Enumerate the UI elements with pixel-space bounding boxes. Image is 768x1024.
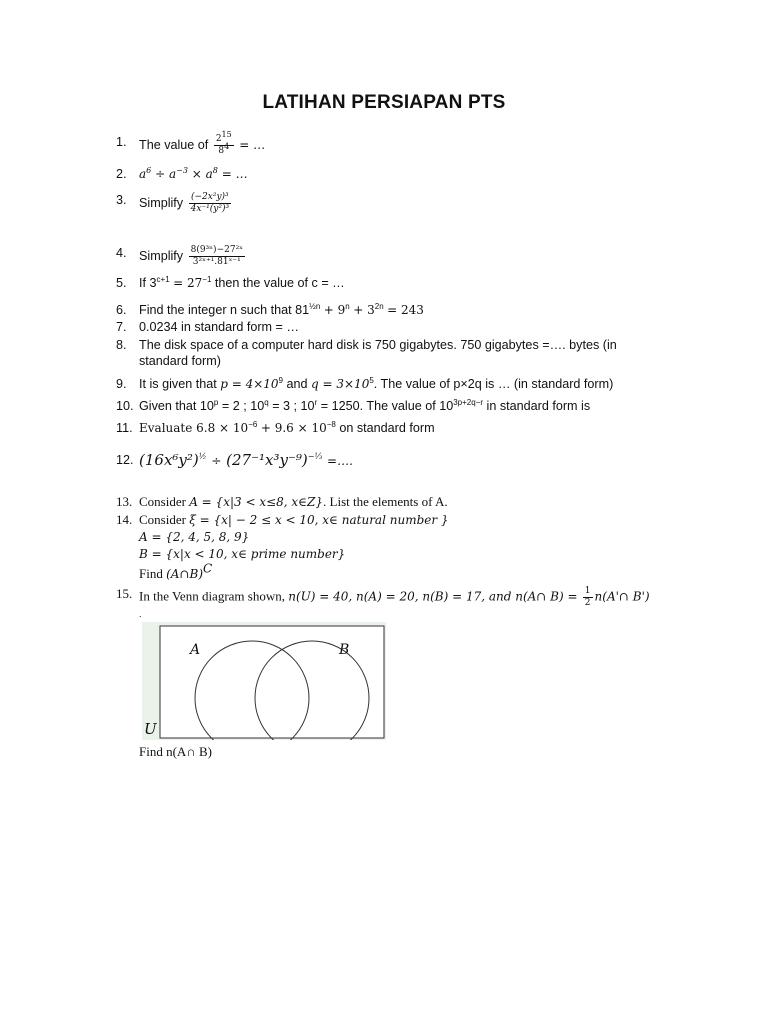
- question-number: 5.: [116, 276, 127, 290]
- stray-dot: .: [139, 609, 142, 619]
- question-text: Simplify: [139, 195, 184, 210]
- set-b: B = {x|x < 10, x∈ prime number}: [139, 547, 346, 561]
- equals-ellipsis: = …: [239, 137, 266, 152]
- fraction: $\frac{2^{15}}{8^4}$: [215, 130, 232, 156]
- question-6: 6. Find the integer n such that $81^{\frac{1}{2}n} + 9^n + 3^{2n} = 243$: [116, 301, 424, 317]
- question-number: 11.: [116, 421, 133, 435]
- question-8: [116, 337, 676, 368]
- question-number: 12.: [116, 453, 134, 467]
- question-10: 10. Given that 10$^p$ = 2 ; 10$^q$ = 3 ; 10$^r$ = 1250. The value of $10^{3p+2q-r}$ in standard form is: [116, 397, 591, 413]
- question-5: 5. If $3^{c+1} = 27^{-1}$ then the value of c = …: [116, 274, 345, 290]
- question-text: The value of: [139, 137, 209, 152]
- fraction-half: $\frac{1}{2}$: [584, 586, 591, 608]
- question-11: 11. Evaluate $6.8 \times 10^{-6} + 9.6 \times 10^{-8}$ on standard form: [116, 419, 435, 435]
- question-3: [116, 192, 676, 214]
- question-number: 9.: [116, 377, 127, 391]
- question-text: Simplify: [139, 248, 184, 263]
- question-number: 1.: [116, 135, 127, 149]
- venn-label-u: U: [144, 720, 157, 738]
- math-expression: $(16x^6y^2)^{\frac{1}{2}} \div (27^{-1}x^3y^{-9})^{-\frac{1}{3}}$ =….: [139, 451, 353, 469]
- fraction: $\frac{\text{8(9³ⁿ)−27²ˣ}}{\text{3²ˣ⁺¹.81ˣ⁻¹}}$: [190, 245, 243, 267]
- question-9: 9. It is given that $p = 4\times 10^9$ and $q = 3\times 10^5$. The value of p×2q is … (in standard form): [116, 375, 614, 391]
- question-13: 13. Consider A = {x|3 < x≤8, x∈Z}. List the elements of A.: [116, 494, 448, 509]
- math-expression: $a^6 \div a^{-3} \times a^8$ = …: [139, 166, 248, 181]
- question-number: 3.: [116, 193, 127, 207]
- set-a: A = {2, 4, 5, 8, 9}: [139, 530, 250, 544]
- question-15: 15. In the Venn diagram shown, n(U) = 40, n(A) = 20, n(B) = 17, and n(A∩ B) = $\frac{1}{2}$ n(A'∩ B'): [116, 586, 650, 608]
- fraction: $\frac{\text{(−2x²y)³}}{\text{4x⁻¹(y²)³}}$: [190, 192, 230, 214]
- question-12: [116, 452, 676, 468]
- question-text: The disk space of a computer hard disk is 750 gigabytes. 750 gigabytes =…. bytes (in standard form): [139, 338, 617, 368]
- venn-diagram: [142, 622, 386, 740]
- question-14: 14. Consider ξ = {x| − 2 ≤ x < 10, x∈ natural number }: [116, 512, 449, 527]
- venn-label-b: B: [339, 642, 350, 658]
- question-number: 7.: [116, 320, 127, 334]
- question-2: [116, 166, 676, 182]
- find-complement: Find (A∩B)$^C$: [139, 561, 213, 581]
- question-number: 10.: [116, 399, 134, 413]
- page-title: LATIHAN PERSIAPAN PTS: [262, 92, 506, 113]
- question-number: 15.: [116, 586, 133, 601]
- find-intersection: Find n(A∩ B): [139, 744, 212, 759]
- question-text: 0.0234 in standard form = …: [139, 320, 299, 334]
- question-1: [116, 130, 676, 156]
- question-7: [116, 319, 676, 335]
- question-number: 14.: [116, 512, 133, 527]
- venn-svg: [142, 622, 386, 740]
- question-4: [116, 245, 676, 267]
- question-number: 13.: [116, 494, 133, 509]
- question-number: 6.: [116, 303, 127, 317]
- venn-label-a: A: [190, 642, 201, 658]
- question-number: 4.: [116, 246, 127, 260]
- question-number: 2.: [116, 167, 127, 181]
- question-number: 8.: [116, 338, 127, 352]
